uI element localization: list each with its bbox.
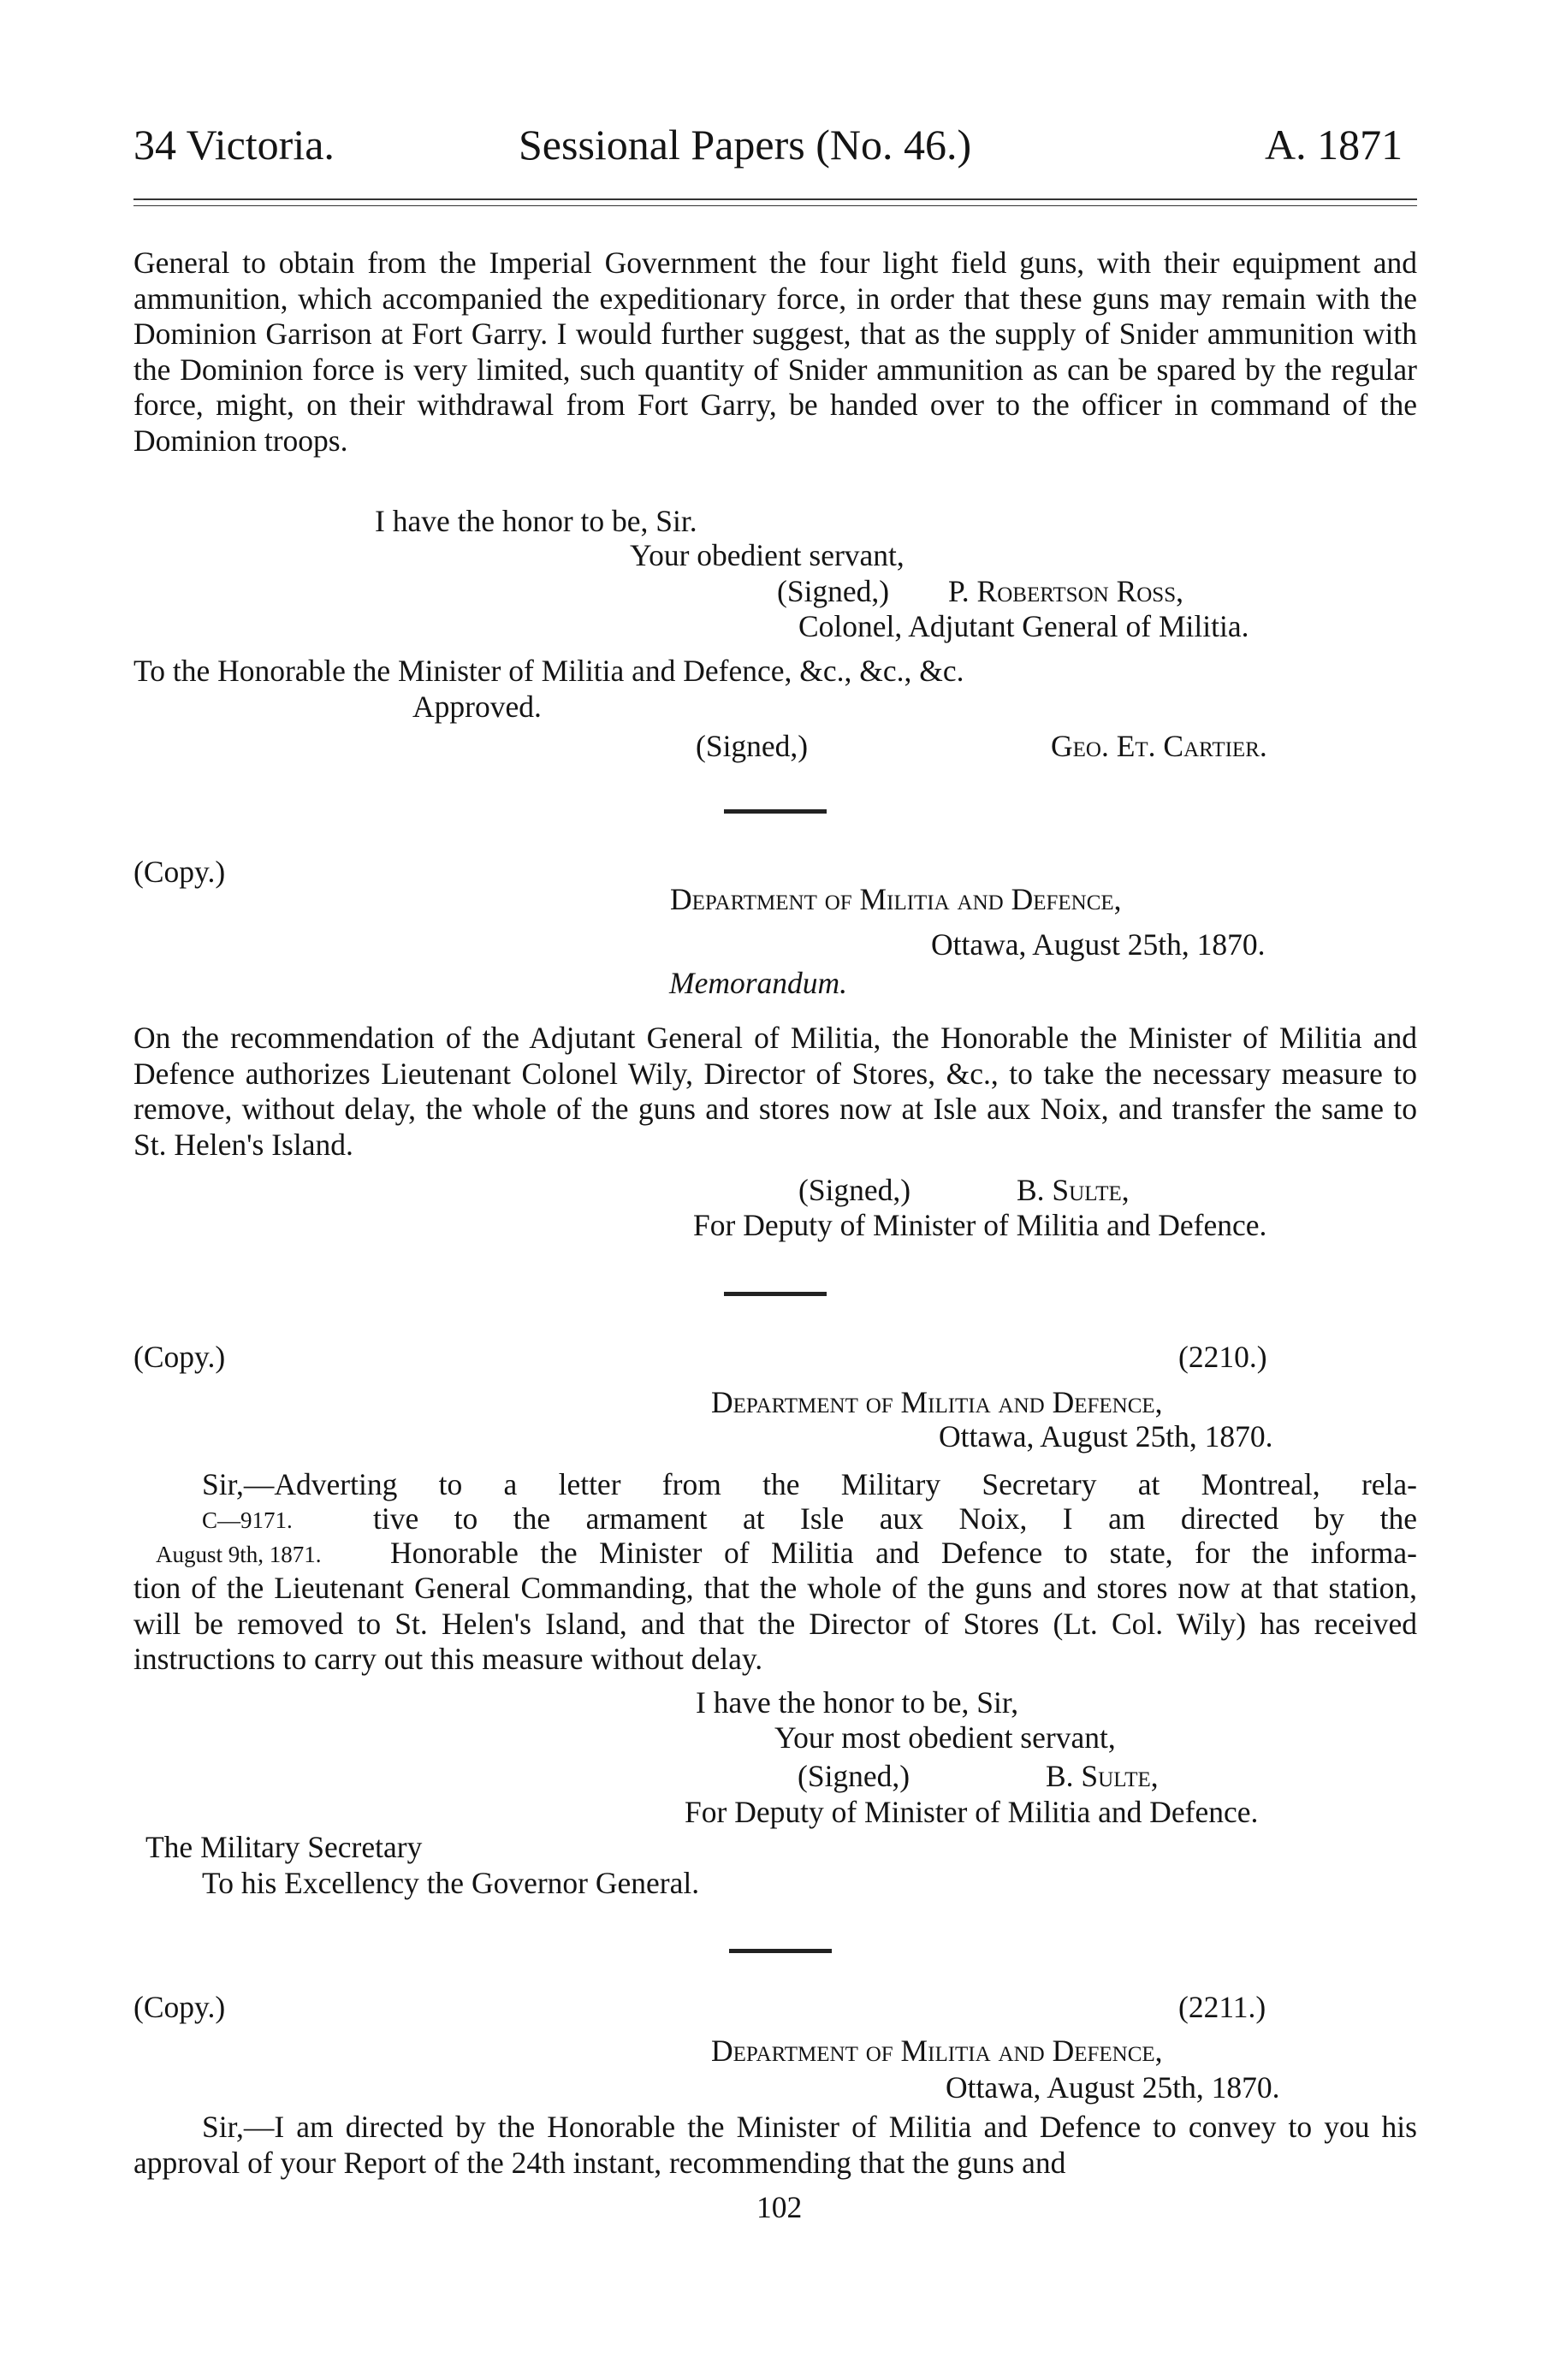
- letter1-approver: Geo. Et. Cartier.: [1051, 729, 1267, 763]
- letter2210-signer-title: For Deputy of Minister of Militia and Defence.: [685, 1795, 1259, 1829]
- section-separator: [729, 1949, 832, 1953]
- letter2211-number: (2211.): [1178, 1990, 1266, 2024]
- letter1-closing: I have the honor to be, Sir.: [375, 504, 697, 538]
- memo-label: Memorandum.: [669, 966, 848, 1000]
- memo-copy: (Copy.): [133, 855, 226, 889]
- section-separator: [724, 1292, 827, 1296]
- header-rule-bottom: [133, 205, 1417, 206]
- header-title: Sessional Papers (No. 46.): [519, 121, 972, 169]
- letter1-body: General to obtain from the Imperial Government the four light field guns, with their equipment and ammunition, which accompanied the expeditionary force, in order that these guns may remain with the Dominion Garrison at Fort Garry. I would further suggest, that as the supply of Snider ammunition with the Dominion force is very limited, such quantity of Snider ammunition as can be spared by the regular force, might, on their withdrawal from Fort Garry, be handed over to the officer in command of the Dominion troops.: [133, 246, 1417, 458]
- letter1-signed: (Signed,): [777, 574, 890, 608]
- header-volume: 34 Victoria.: [133, 121, 335, 169]
- margin-note-reference: C—9171.: [202, 1507, 293, 1533]
- header-year: A. 1871: [1265, 121, 1403, 169]
- letter1-signer: P. Robertson Ross,: [948, 574, 1183, 608]
- letter1-signer-title: Colonel, Adjutant General of Militia.: [798, 609, 1249, 643]
- memo-dept: Department of Militia and Defence,: [670, 882, 1122, 916]
- memo-signer-title: For Deputy of Minister of Militia and Defence.: [693, 1208, 1267, 1242]
- letter2210-body: tion of the Lieutenant General Commanding, that the whole of the guns and stores now at that station, will be removed to St. Helen's Island, and that the Director of Stores (Lt. Col. Wily) has received instructions to carry out this measure without delay.: [133, 1571, 1417, 1676]
- letter1-addressee: To the Honorable the Minister of Militia and Defence, &c., &c., &c.: [133, 654, 964, 688]
- memo-body: On the recommendation of the Adjutant General of Militia, the Honorable the Minister of Militia and Defence authorizes Lieutenant Colonel Wily, Director of Stores, &c., to take the necessary measure to remove, without delay, the whole of the guns and stores now at Isle aux Noix, and transfer the same to St. Helen's Island.: [133, 1021, 1417, 1162]
- letter1-approved: Approved.: [412, 690, 542, 724]
- letter2211-body: Sir,—I am directed by the Honorable the Minister of Militia and Defence to convey to you his approval of your Report of the 24th instant, recommending that the guns and: [133, 2110, 1417, 2180]
- letter2210-signed: (Signed,): [798, 1759, 910, 1793]
- letter1-closing2: Your obedient servant,: [630, 538, 905, 572]
- header-rule-top: [133, 198, 1417, 200]
- letter2210-place-date: Ottawa, August 25th, 1870.: [939, 1419, 1273, 1453]
- letter2210-addressee1: The Military Secretary: [145, 1830, 423, 1864]
- letter2210-line3: Honorable the Minister of Militia and Defence to state, for the informa-: [390, 1536, 1417, 1570]
- memo-place-date: Ottawa, August 25th, 1870.: [931, 927, 1266, 962]
- letter2210-closing: I have the honor to be, Sir,: [696, 1685, 1019, 1720]
- letter2210-number: (2210.): [1178, 1340, 1267, 1374]
- letter2211-copy: (Copy.): [133, 1990, 226, 2024]
- letter2210-signer: B. Sulte,: [1046, 1759, 1159, 1793]
- memo-signer: B. Sulte,: [1017, 1173, 1130, 1207]
- letter1-signed2: (Signed,): [696, 729, 809, 763]
- section-separator: [724, 809, 827, 814]
- letter2210-dept: Department of Militia and Defence,: [711, 1385, 1163, 1419]
- letter2210-line1: Sir,—Adverting to a letter from the Military Secretary at Montreal, rela-: [202, 1467, 1417, 1501]
- margin-note-date: August 9th, 1871.: [156, 1542, 322, 1567]
- letter2210-copy: (Copy.): [133, 1340, 226, 1374]
- memo-signed: (Signed,): [798, 1173, 911, 1207]
- page-number: 102: [756, 2190, 803, 2224]
- letter2210-addressee2: To his Excellency the Governor General.: [202, 1866, 700, 1900]
- letter2211-place-date: Ottawa, August 25th, 1870.: [946, 2070, 1280, 2105]
- letter2210-closing2: Your most obedient servant,: [774, 1720, 1116, 1755]
- letter2210-line2: tive to the armament at Isle aux Noix, I am directed by the: [373, 1501, 1417, 1536]
- letter2211-dept: Department of Militia and Defence,: [711, 2034, 1163, 2068]
